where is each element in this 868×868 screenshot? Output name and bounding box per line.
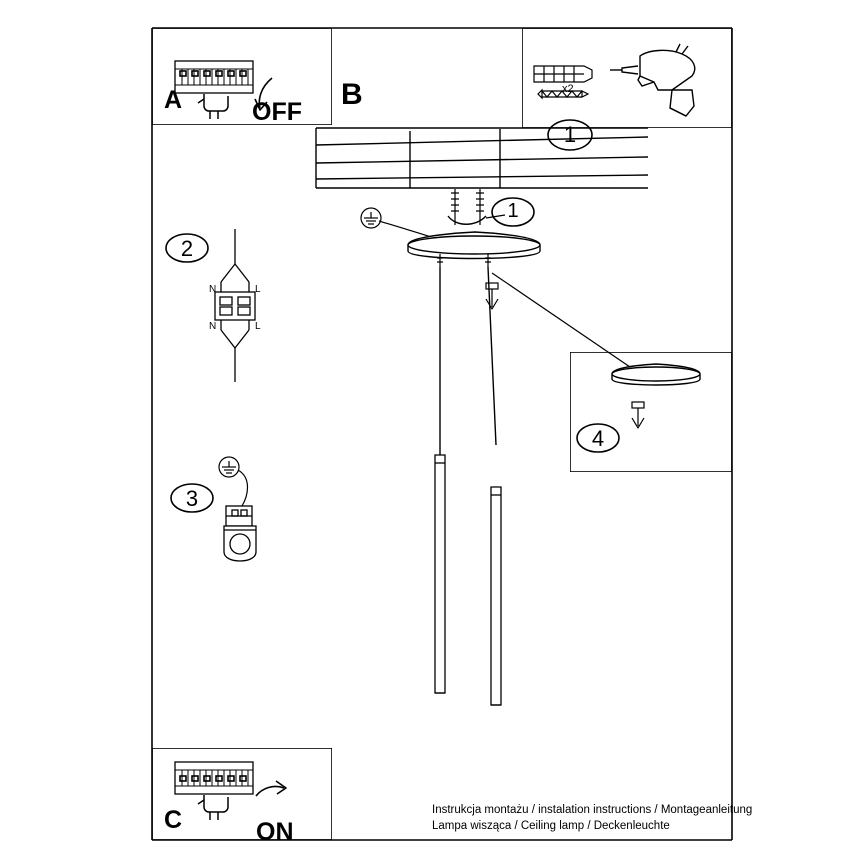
on-arrow-icon: [256, 781, 286, 796]
drill-icon: [610, 44, 695, 116]
wall-plug-icon: [534, 66, 592, 82]
panel-b-letter: B: [341, 78, 363, 111]
ground-symbol-icon: [361, 208, 438, 239]
footer-text: [432, 802, 752, 834]
step-1-quantity: x2: [562, 83, 574, 95]
canopy-icon: [612, 364, 700, 385]
pendant-cables: [440, 267, 496, 455]
panel-c: [152, 748, 332, 846]
terminal-label-l-bottom: L: [255, 321, 261, 332]
panel-step4: [570, 352, 732, 472]
panel-b-step1: [522, 28, 732, 147]
footer-line-2: Lampa wisząca / Ceiling lamp / Deckenleuchte: [432, 820, 670, 832]
earth-clamp-icon: [224, 506, 256, 561]
step-1-number: 1: [563, 122, 577, 147]
terminal-label-n-top: N: [209, 284, 217, 295]
ceiling-callout-1-badge: [490, 196, 536, 228]
panel-a: [152, 28, 332, 125]
screw-up-arrow-detail-icon: [486, 283, 498, 309]
ceiling-callout-1-number: 1: [507, 200, 519, 222]
hand-pointing-icon: [198, 795, 228, 820]
circuit-breaker-on-icon: [175, 762, 253, 794]
terminal-label-l-top: L: [255, 284, 261, 295]
pendant-tube-left: [435, 455, 445, 693]
terminal-label-n-bottom: N: [209, 321, 217, 332]
ceiling-screws-icon: [448, 189, 486, 225]
circuit-breaker-off-icon: [175, 61, 253, 93]
panel-c-action-label: ON: [256, 818, 294, 846]
step-3-number: 3: [185, 486, 199, 511]
pendant-tube-right: [491, 487, 501, 705]
step-4-number: 4: [591, 426, 605, 451]
panel-a-action-label: OFF: [252, 98, 302, 126]
hand-pointing-icon: [198, 94, 228, 119]
screw-up-arrow-icon: [632, 402, 644, 428]
step-3-group: [170, 452, 280, 582]
panel-c-letter: C: [164, 806, 183, 834]
footer-line-1: Instrukcja montażu / instalation instructions / Montageanleitung: [432, 804, 753, 816]
step-2-number: 2: [180, 236, 194, 261]
panel-a-letter: A: [164, 86, 183, 114]
ceiling-icon: [316, 128, 648, 188]
step-2-group: [165, 226, 285, 386]
terminal-block-icon: [215, 292, 255, 320]
ground-symbol-icon: [219, 457, 248, 506]
